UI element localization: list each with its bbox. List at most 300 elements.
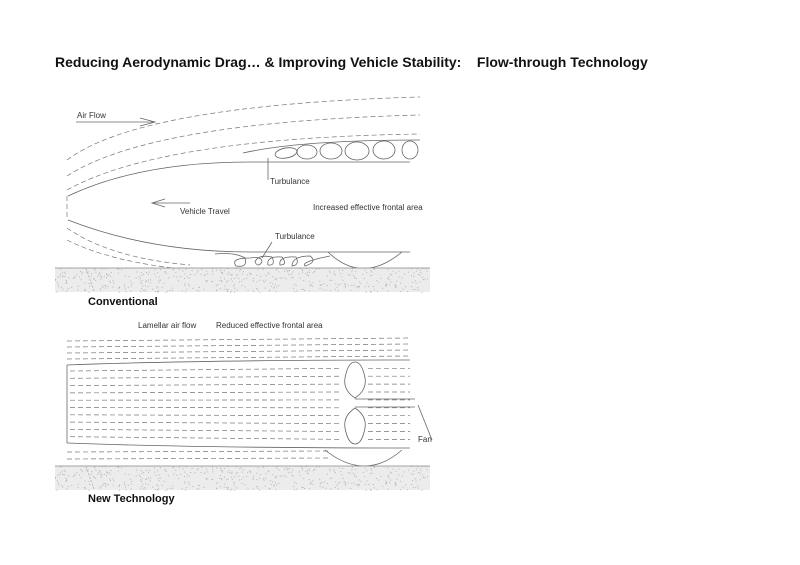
- ground-texture: [139, 474, 140, 475]
- ground-texture: [400, 481, 401, 482]
- ground-texture: [289, 270, 290, 271]
- ground-texture: [291, 274, 292, 275]
- ground-texture: [385, 283, 386, 284]
- ground-texture: [275, 482, 276, 483]
- ground-texture: [95, 272, 96, 273]
- ground-texture: [344, 481, 345, 482]
- ground-texture: [86, 469, 87, 470]
- ground-texture: [241, 479, 242, 480]
- ground-texture: [380, 476, 381, 477]
- ground-texture: [206, 478, 207, 479]
- ground-texture: [104, 483, 105, 484]
- ground-texture: [107, 274, 108, 275]
- new-technology-heading: New Technology: [88, 493, 175, 505]
- ground-texture: [313, 470, 314, 471]
- ground-texture: [227, 291, 228, 292]
- ground-texture: [335, 487, 336, 488]
- ground-texture: [68, 288, 69, 289]
- ground-texture: [272, 474, 273, 475]
- ground-texture: [230, 490, 231, 491]
- ground-texture: [256, 479, 257, 480]
- ground-texture: [300, 277, 301, 278]
- ground-texture: [418, 274, 419, 275]
- ground-texture: [391, 274, 392, 275]
- ground-texture: [427, 469, 428, 470]
- ground-texture: [338, 488, 339, 489]
- ground-texture: [212, 466, 213, 467]
- ground-texture: [373, 286, 374, 287]
- ground-texture: [62, 470, 63, 471]
- ground-texture: [308, 473, 309, 474]
- ground-texture: [259, 478, 260, 479]
- ground-texture: [253, 489, 254, 490]
- ground-texture: [167, 291, 168, 292]
- ground-texture: [385, 285, 386, 286]
- ground-texture: [66, 488, 67, 489]
- ground-texture: [303, 289, 304, 290]
- ground-texture: [348, 274, 349, 275]
- ground-texture: [76, 472, 77, 473]
- conventional-diagram: [55, 97, 430, 308]
- ground-texture: [398, 276, 399, 277]
- ground-texture: [351, 285, 352, 286]
- ground-texture: [236, 275, 237, 276]
- ground-texture: [60, 269, 61, 270]
- ground-texture: [389, 284, 390, 285]
- ground-texture: [95, 280, 96, 281]
- ground-texture: [330, 272, 331, 273]
- ground-texture: [233, 285, 234, 286]
- ground-texture: [101, 277, 102, 278]
- ground-texture: [178, 478, 179, 479]
- ground-texture: [65, 273, 66, 274]
- ground-texture: [424, 279, 425, 280]
- ground-texture: [158, 478, 159, 479]
- ground-texture: [91, 481, 92, 482]
- ground-texture: [110, 276, 111, 277]
- ground-texture: [73, 278, 74, 279]
- ground-texture: [109, 479, 110, 480]
- ground-texture: [400, 489, 401, 490]
- ground-texture: [189, 286, 190, 287]
- ground-texture: [344, 283, 345, 284]
- ground-texture: [248, 488, 249, 489]
- ground-texture: [148, 484, 149, 485]
- ground-texture: [354, 476, 355, 477]
- ground-texture: [368, 484, 369, 485]
- ground-texture: [141, 275, 142, 276]
- ground-texture: [55, 477, 56, 478]
- ground-texture: [352, 467, 353, 468]
- ground-texture: [395, 471, 396, 472]
- ground-texture: [319, 466, 320, 467]
- ground-texture: [336, 287, 337, 288]
- ground-texture: [164, 481, 165, 482]
- ground-texture: [85, 290, 86, 291]
- ground-texture: [232, 479, 233, 480]
- ground-texture: [104, 285, 105, 286]
- ground-texture: [342, 270, 343, 271]
- ground-texture: [256, 275, 257, 276]
- ground-texture: [240, 467, 241, 468]
- ground-texture: [267, 470, 268, 471]
- ground-texture: [231, 275, 232, 276]
- ground-texture: [119, 490, 120, 491]
- ground-texture: [278, 271, 279, 272]
- ground-texture: [389, 482, 390, 483]
- ground-texture: [84, 282, 85, 283]
- ground-texture: [81, 272, 82, 273]
- air-flow-label: Air Flow: [77, 111, 106, 120]
- ground-texture: [73, 476, 74, 477]
- ground-texture: [310, 483, 311, 484]
- ground-texture: [91, 282, 92, 283]
- ground-texture: [343, 280, 344, 281]
- ground-texture: [222, 472, 223, 473]
- ground-texture: [373, 484, 374, 485]
- ground-texture: [226, 281, 227, 282]
- ground-texture: [281, 278, 282, 279]
- ground-texture: [71, 485, 72, 486]
- ground-texture: [224, 270, 225, 271]
- ground-texture: [162, 485, 163, 486]
- ground-texture: [321, 482, 322, 483]
- ground-texture: [118, 272, 119, 273]
- ground-texture: [173, 269, 174, 270]
- ground-texture: [142, 478, 143, 479]
- ground-texture: [309, 470, 310, 471]
- ground-texture: [270, 488, 271, 489]
- ground-texture: [338, 483, 339, 484]
- ground-texture: [62, 474, 63, 475]
- ground-texture: [87, 273, 88, 274]
- ground-texture: [66, 290, 67, 291]
- ground-texture: [407, 291, 408, 292]
- ground-texture: [345, 284, 346, 285]
- ground-texture: [150, 279, 151, 280]
- streamline: [70, 415, 342, 416]
- ground-texture: [312, 480, 313, 481]
- ground-texture: [389, 279, 390, 280]
- ground-texture: [217, 482, 218, 483]
- ground-texture: [65, 481, 66, 482]
- ground-texture: [247, 472, 248, 473]
- ground-texture: [322, 289, 323, 290]
- ground-texture: [372, 473, 373, 474]
- ground-texture: [84, 487, 85, 488]
- ground-texture: [398, 271, 399, 272]
- ground-texture: [89, 283, 90, 284]
- ground-texture: [249, 470, 250, 471]
- ground-texture: [374, 289, 375, 290]
- ground-texture: [143, 274, 144, 275]
- ground-texture: [185, 291, 186, 292]
- ground-texture: [141, 272, 142, 273]
- ground-texture: [165, 292, 166, 293]
- ground-texture: [220, 270, 221, 271]
- ground-texture: [198, 489, 199, 490]
- ground-texture: [55, 280, 56, 281]
- ground-texture: [274, 287, 275, 288]
- ground-texture: [272, 283, 273, 284]
- ground-texture: [281, 476, 282, 477]
- ground-texture: [258, 467, 259, 468]
- ground-texture: [91, 276, 92, 277]
- ground-texture: [299, 273, 300, 274]
- streamline: [67, 338, 410, 341]
- ground-texture: [141, 486, 142, 487]
- ground-texture: [339, 270, 340, 271]
- wheel: [325, 450, 402, 466]
- ground-texture: [224, 487, 225, 488]
- ground-texture: [411, 473, 412, 474]
- ground-texture: [130, 479, 131, 480]
- ground-texture: [89, 474, 90, 475]
- ground-texture: [229, 274, 230, 275]
- ground-texture: [99, 471, 100, 472]
- turbulence-vortices-upper: [274, 141, 418, 160]
- ground-texture: [146, 272, 147, 273]
- ground-texture: [221, 280, 222, 281]
- ground-texture: [108, 473, 109, 474]
- ground-texture: [265, 288, 266, 289]
- ground-texture: [81, 470, 82, 471]
- ground-texture: [278, 285, 279, 286]
- ground-texture: [77, 289, 78, 290]
- ground-texture: [341, 276, 342, 277]
- ground-texture: [93, 290, 94, 291]
- ground-texture: [411, 286, 412, 287]
- ground-texture: [335, 283, 336, 284]
- ground-texture: [390, 472, 391, 473]
- ground-texture: [192, 270, 193, 271]
- streamline: [70, 392, 342, 393]
- ground-texture: [335, 481, 336, 482]
- ground-texture: [121, 467, 122, 468]
- ground-texture: [340, 273, 341, 274]
- ground-texture: [284, 277, 285, 278]
- ground-texture: [186, 289, 187, 290]
- ground-texture: [222, 274, 223, 275]
- ground-texture: [66, 478, 67, 479]
- ground-texture: [231, 291, 232, 292]
- ground-texture: [253, 476, 254, 477]
- ground-texture: [374, 467, 375, 468]
- ground-texture: [104, 474, 105, 475]
- ground-texture: [68, 486, 69, 487]
- ground-texture: [139, 276, 140, 277]
- ground-texture: [234, 284, 235, 285]
- ground-texture: [249, 272, 250, 273]
- ground-texture: [253, 278, 254, 279]
- ground-texture: [93, 488, 94, 489]
- ground-texture: [312, 286, 313, 287]
- ground-texture: [388, 276, 389, 277]
- ground-texture: [105, 268, 106, 269]
- ground-texture: [417, 485, 418, 486]
- ground-texture: [260, 276, 261, 277]
- ground-texture: [324, 283, 325, 284]
- ground-texture: [186, 487, 187, 488]
- ground-texture: [307, 272, 308, 273]
- ground-texture: [64, 474, 65, 475]
- ground-texture: [170, 488, 171, 489]
- ground-texture: [130, 488, 131, 489]
- ground-texture: [396, 281, 397, 282]
- ground-texture: [80, 271, 81, 272]
- ground-texture: [327, 276, 328, 277]
- ground-texture: [102, 466, 103, 467]
- ground-texture: [150, 282, 151, 283]
- ground-texture: [182, 488, 183, 489]
- ground-texture: [176, 475, 177, 476]
- ground-texture: [221, 281, 222, 282]
- ground-texture: [91, 471, 92, 472]
- ground-texture: [105, 486, 106, 487]
- ground-texture: [370, 468, 371, 469]
- ground-texture: [182, 469, 183, 470]
- ground-texture: [149, 272, 150, 273]
- ground-texture: [198, 287, 199, 288]
- ground-texture: [356, 484, 357, 485]
- ground-texture: [109, 274, 110, 275]
- ground-texture: [224, 477, 225, 478]
- ground-texture: [339, 468, 340, 469]
- ground-texture: [243, 477, 244, 478]
- ground-texture: [97, 276, 98, 277]
- ground-texture: [130, 290, 131, 291]
- ground-texture: [265, 486, 266, 487]
- ground-texture: [286, 270, 287, 271]
- ground-texture: [90, 280, 91, 281]
- ground-texture: [350, 275, 351, 276]
- ground-texture: [184, 278, 185, 279]
- ground-texture: [365, 468, 366, 469]
- ground-texture: [165, 490, 166, 491]
- ground-texture: [190, 472, 191, 473]
- ground-texture: [421, 490, 422, 491]
- ground-texture: [350, 473, 351, 474]
- ground-texture: [270, 282, 271, 283]
- ground-texture: [95, 478, 96, 479]
- ground-texture: [219, 478, 220, 479]
- ground-texture: [112, 280, 113, 281]
- ground-texture: [129, 276, 130, 277]
- ground-texture: [351, 469, 352, 470]
- ground-texture: [243, 469, 244, 470]
- ground-texture: [160, 467, 161, 468]
- lamellar-air-flow-label: Lamellar air flow: [138, 321, 197, 330]
- ground-texture: [385, 483, 386, 484]
- ground-texture: [314, 271, 315, 272]
- ground-texture: [356, 278, 357, 279]
- ground-texture: [222, 470, 223, 471]
- ground-texture: [271, 484, 272, 485]
- ground-texture: [293, 278, 294, 279]
- ground-texture: [158, 290, 159, 291]
- ground-texture: [427, 278, 428, 279]
- ground-texture: [80, 469, 81, 470]
- ground-texture: [81, 279, 82, 280]
- ground-texture: [272, 276, 273, 277]
- ground-texture: [184, 274, 185, 275]
- ground-texture: [71, 287, 72, 288]
- ground-texture: [308, 275, 309, 276]
- ground-texture: [243, 271, 244, 272]
- ground-texture: [278, 483, 279, 484]
- ground-texture: [293, 288, 294, 289]
- ground-texture: [345, 287, 346, 288]
- ground-texture: [355, 469, 356, 470]
- ground-texture: [365, 270, 366, 271]
- ground-texture: [239, 281, 240, 282]
- ground-texture: [166, 471, 167, 472]
- ground-texture: [198, 291, 199, 292]
- ground-texture: [367, 480, 368, 481]
- ground-texture: [256, 486, 257, 487]
- ground-texture: [104, 276, 105, 277]
- ground-texture: [145, 479, 146, 480]
- ground-texture: [224, 286, 225, 287]
- ground-texture: [320, 285, 321, 286]
- ground-texture: [201, 467, 202, 468]
- ground-texture: [234, 278, 235, 279]
- ground-texture: [312, 484, 313, 485]
- ground-texture: [141, 481, 142, 482]
- ground-texture: [257, 488, 258, 489]
- ground-texture: [372, 275, 373, 276]
- ground-texture: [158, 488, 159, 489]
- ground-texture: [319, 479, 320, 480]
- ground-texture: [307, 470, 308, 471]
- ground-texture: [243, 279, 244, 280]
- ground-texture: [88, 469, 89, 470]
- ground-texture: [166, 273, 167, 274]
- ground-texture: [334, 469, 335, 470]
- ground-texture: [66, 480, 67, 481]
- ground-texture: [287, 271, 288, 272]
- ground-texture: [119, 286, 120, 287]
- ground-texture: [412, 282, 413, 283]
- ground-texture: [320, 486, 321, 487]
- ground-texture: [94, 268, 95, 269]
- ground-texture: [87, 471, 88, 472]
- ground-texture: [86, 269, 87, 270]
- ground-texture: [232, 281, 233, 282]
- ground-texture: [244, 484, 245, 485]
- ground-texture: [404, 273, 405, 274]
- ground-texture: [288, 274, 289, 275]
- ground-texture: [370, 270, 371, 271]
- ground-texture: [160, 478, 161, 479]
- ground-texture: [350, 488, 351, 489]
- ground-texture: [425, 466, 426, 467]
- ground-texture: [140, 282, 141, 283]
- ground-texture: [56, 489, 57, 490]
- ground-texture: [310, 482, 311, 483]
- ground-texture: [395, 483, 396, 484]
- ground-texture: [248, 290, 249, 291]
- ground-texture: [276, 489, 277, 490]
- ground-texture: [286, 476, 287, 477]
- ground-texture: [131, 483, 132, 484]
- ground-texture: [106, 277, 107, 278]
- ground-texture: [413, 273, 414, 274]
- ground-texture: [309, 479, 310, 480]
- ground-texture: [227, 472, 228, 473]
- ground-texture: [172, 288, 173, 289]
- ground-texture: [269, 273, 270, 274]
